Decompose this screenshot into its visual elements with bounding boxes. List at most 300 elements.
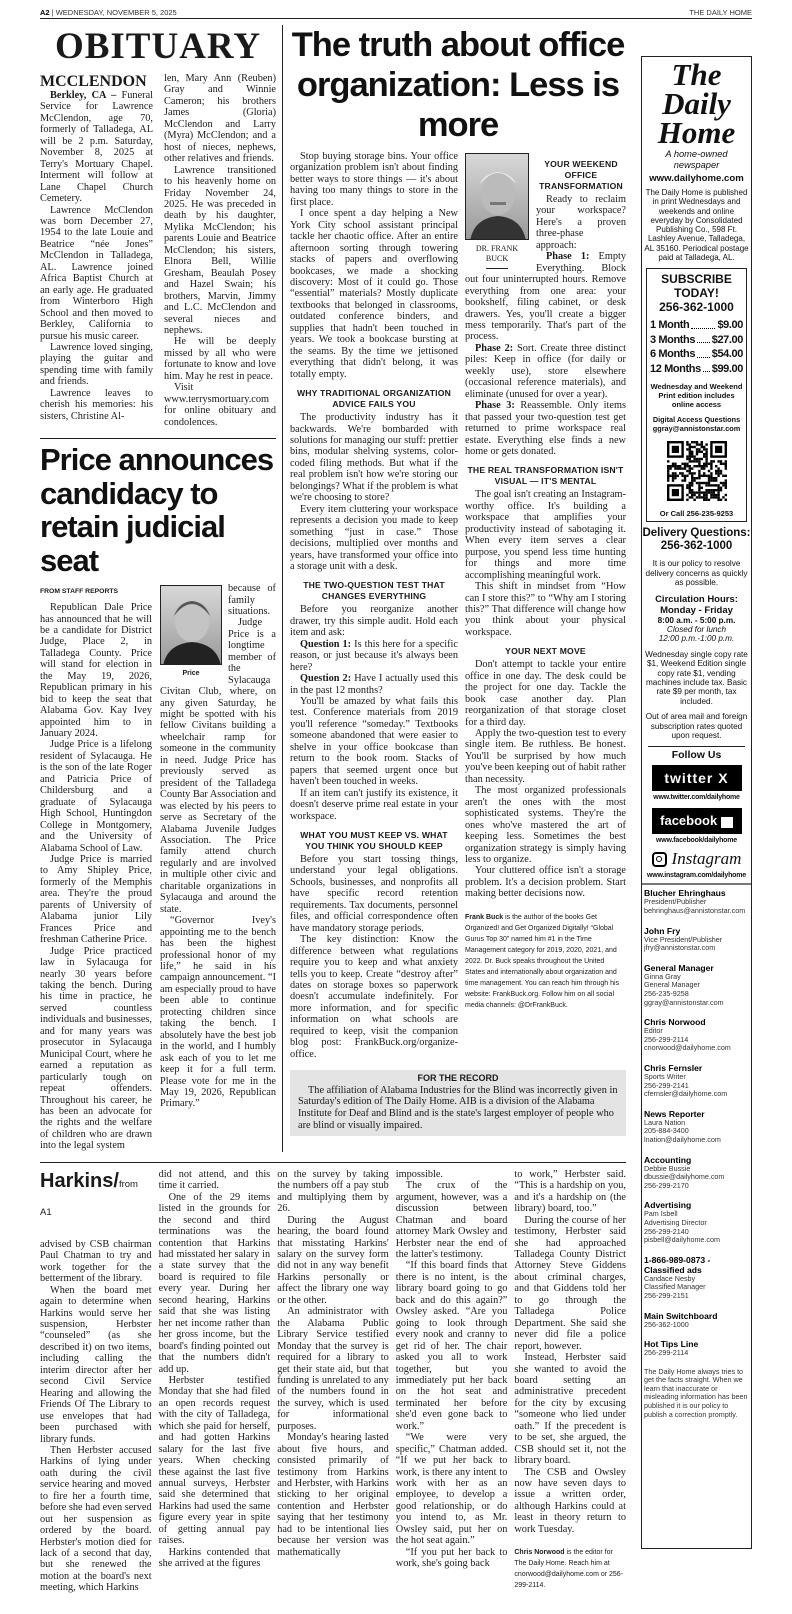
qr-module: [674, 475, 676, 477]
qr-module: [683, 463, 685, 465]
qr-module: [691, 497, 693, 499]
qr-module: [698, 492, 700, 494]
qr-module: [717, 475, 719, 477]
qr-module: [703, 475, 705, 477]
harkins-column-2: [159, 1169, 271, 1594]
qr-module: [724, 485, 726, 487]
staff-detail: Advertising Director: [644, 1217, 707, 1227]
qr-module: [710, 489, 712, 491]
staff-detail: ggray@annistonstar.com: [644, 997, 724, 1007]
jump-reference: from A1: [40, 1178, 138, 1218]
obituary-column-1: [40, 73, 153, 428]
qr-module: [724, 468, 726, 470]
qr-module: [712, 497, 714, 499]
qr-module: [667, 470, 669, 472]
twitter-logo-icon[interactable]: twitter X: [652, 765, 742, 791]
qr-module: [724, 465, 726, 467]
staff-name: Blucher Ehringhaus: [644, 888, 726, 899]
qr-module: [710, 475, 712, 477]
paragraph: Question 2: Have I actually used this in the past 12 months?: [290, 673, 458, 696]
qr-module: [691, 461, 693, 463]
paragraph: impossible.: [395, 1168, 443, 1180]
qr-module: [707, 485, 709, 487]
paragraph: When the board met again to determine when Harkins would serve her suspension, Herbster “counseled” (as she described it) on two items, including calling the interim director after her second Civil Service Hearing and allowing the Friends Of The Library to use envelopes that had been purchased with library funds.: [40, 1284, 152, 1445]
qr-module: [688, 482, 690, 484]
qr-finder: [671, 446, 678, 453]
qr-module: [688, 473, 690, 475]
facebook-url[interactable]: www.facebook/dailyhome: [656, 837, 737, 845]
rate-term: 1 Month: [650, 319, 690, 332]
qr-module: [698, 475, 700, 477]
paragraph: Before you start tossing things, understand your legal obligations. Schools, businesses, and nonprofits all have specific record retention requirements. Tax documents, personnel files, and official correspondence often have mandatory storage periods.: [290, 854, 458, 934]
rate-dots: [691, 318, 715, 329]
qr-module: [703, 453, 705, 455]
left-column: [40, 25, 282, 1152]
paragraph: on the survey by taking the numbers off a pay stub and multiplying them by 26.: [277, 1168, 389, 1215]
harkins-column-1-text: [40, 1239, 152, 1594]
qr-module: [724, 480, 726, 482]
qr-module: [667, 461, 669, 463]
qr-module: [715, 470, 717, 472]
qr-module: [686, 475, 688, 477]
qr-module: [691, 446, 693, 448]
staff-name: Accounting: [644, 1154, 692, 1165]
paragraph: The goal isn't creating an Instagram-worthy office. It's building a workspace that amplifies your productivity instead of sabotaging it. When every item serves a clear purpose, you spend less time hunting for things and more time accomplishing meaningful work.: [465, 489, 626, 581]
paragraph: Apply the two-question test to every single item. Be ruthless. Be honest. You'll be surprised by how much you've been keeping out of habit rather than necessity.: [465, 728, 626, 785]
qr-module: [717, 492, 719, 494]
qr-module: [695, 497, 697, 499]
qr-module: [671, 477, 673, 479]
twitter-url[interactable]: www.twitter.com/dailyhome: [653, 794, 740, 802]
qr-module: [710, 477, 712, 479]
paragraph: During the course of her testimony, Herbster said she had approached Talladega County District Attorney Steve Giddens about criminal charges, and that Giddens told her to go through the Talladega Police Department. She said she never did file a police report, however.: [514, 1214, 626, 1352]
qr-module: [688, 449, 690, 451]
qr-module: [700, 497, 702, 499]
qr-module: [691, 489, 693, 491]
qr-module: [715, 485, 717, 487]
staff-entry: [644, 1155, 749, 1191]
qr-module: [722, 475, 724, 477]
lunch-hours: 12:00 p.m.-1:00 p.m.: [658, 634, 735, 644]
qr-module: [695, 441, 697, 443]
qr-finder: [715, 446, 722, 453]
qr-module: [717, 461, 719, 463]
paragraph: Berkley, CA – Funeral Service for Lawrence McClendon, age 70, formerly of Talladega, AL will be 2 p.m. Saturday, November 8, 2025 at Terry's Mortuary Chapel. Interment will follow at Lane Chapel Church Cemetery.: [40, 90, 154, 205]
qr-module: [686, 470, 688, 472]
obituary-column-2: [164, 73, 276, 428]
qr-module: [688, 487, 690, 489]
qr-module: [693, 473, 695, 475]
qr-module: [686, 444, 688, 446]
qr-module: [691, 492, 693, 494]
staff-name: Chris Norwood: [644, 1017, 706, 1028]
qr-module: [724, 463, 726, 465]
paragraph: Phase 1: Empty Everything. Block out four uninterrupted hours. Remove everything from one area: your bookshelf, filing cabinet, or desk drawers. Yes, you'll create a bigger mess temporarily. That's part of the process.: [465, 251, 626, 343]
qr-module: [691, 480, 693, 482]
qr-module: [700, 465, 702, 467]
qr-module: [683, 480, 685, 482]
price-article-byline: FROM STAFF REPORTS: [40, 588, 119, 596]
qr-module: [717, 494, 719, 496]
paragraph: Lawrence leaves to cherish his memories: his sisters, Christine Al-: [40, 387, 153, 422]
rate-price: $99.00: [711, 362, 743, 375]
qr-module: [724, 461, 726, 463]
qr-module: [674, 465, 676, 467]
qr-module: [719, 470, 721, 472]
news-area: [40, 25, 626, 1594]
obituary-column-1-text: [40, 90, 153, 422]
qr-module: [667, 475, 669, 477]
staff-entry: [644, 1200, 749, 1244]
qr-module: [693, 456, 695, 458]
qr-module: [669, 468, 671, 470]
rate-price: $9.00: [717, 319, 743, 332]
paragraph: Visit www.terrysmortuary.com for online obituary and condolences.: [164, 382, 276, 428]
staff-entry: [644, 963, 749, 1007]
staff-detail: cnorwood@dailyhome.com: [644, 1043, 731, 1053]
qr-module: [707, 463, 709, 465]
digital-access-phone[interactable]: Or Call 256-235-9253: [659, 509, 734, 519]
circulation-time: 8:00 a.m. - 5:00 p.m.: [657, 615, 736, 625]
website-link[interactable]: www.dailyhome.com: [649, 173, 744, 184]
lunch-label: Closed for lunch: [666, 625, 727, 634]
staff-directory: [642, 883, 751, 1357]
rate-dots: [697, 333, 710, 344]
qr-module: [688, 465, 690, 467]
page-folio: A2 | WEDNESDAY, NOVEMBER 5, 2025: [40, 8, 177, 17]
staff-detail: Candace Nesby: [644, 1273, 696, 1283]
qr-module: [703, 463, 705, 465]
qr-module: [691, 485, 693, 487]
qr-module: [698, 473, 700, 475]
qr-module: [693, 494, 695, 496]
qr-module: [722, 463, 724, 465]
paragraph: “Governor Ivey's appointing me to the bench has been the highest professional honor of my life,” he said in his campaign announcement. “I am especially proud to have been able to continue protecting children since taking the bench. I absolutely have the best job in the world, and I humbly ask each of you to let me keep it for a full term. Please vote for me in the May 19, 2026, Republican Primary.”: [160, 915, 276, 1110]
qr-module: [719, 489, 721, 491]
subscribe-phone[interactable]: 256-362-1000: [659, 300, 734, 315]
qr-module: [717, 497, 719, 499]
thumbs-up-icon: [721, 817, 733, 828]
qr-module: [698, 465, 700, 467]
qr-module: [703, 465, 705, 467]
qr-module: [705, 456, 707, 458]
qr-module: [671, 473, 673, 475]
qr-module: [717, 473, 719, 475]
office-article-column-2: [465, 151, 626, 1060]
staff-entry: [644, 1339, 749, 1358]
qr-module: [707, 470, 709, 472]
paragraph: He will be deeply missed by all who were fortunate to know and love him. May he rest in peace.: [164, 336, 276, 382]
qr-module: [703, 446, 705, 448]
paragraph: Question 1: Is this here for a specific reason, or just because it's always been here?: [290, 638, 458, 673]
staff-detail: jfry@annistonstar.com: [644, 943, 716, 953]
qr-module: [705, 458, 707, 460]
harkins-title: Harkins/: [40, 1169, 119, 1192]
facebook-logo-icon[interactable]: [652, 808, 742, 834]
qr-module: [695, 461, 697, 463]
qr-module: [710, 494, 712, 496]
staff-detail: 205-884-3400: [644, 1126, 689, 1136]
qr-module: [710, 485, 712, 487]
qr-module: [688, 453, 690, 455]
masthead-line: Daily: [662, 86, 731, 121]
qr-module: [700, 492, 702, 494]
paragraph: did not attend, and this time it carried.: [158, 1168, 271, 1192]
masthead-line: Home: [657, 115, 736, 150]
qr-module: [693, 465, 695, 467]
qr-module: [705, 463, 707, 465]
qr-module: [717, 468, 719, 470]
obituary-name: MCCLENDON: [40, 73, 147, 90]
qr-module: [703, 482, 705, 484]
lead-in: Berkley, CA –: [50, 90, 117, 101]
paragraph: One of the 29 items listed in the grounds for the second and third terminations was the contention that Harkins had misstated her salary in a state survey that the board is required to file every year. During her second hearing, Harkins said that she was listing her net income rather than her gross income, but the board's finding pointed out that the numbers didn't add up.: [158, 1191, 271, 1375]
rate-dots: [697, 347, 710, 358]
qr-finder: [671, 489, 678, 496]
instagram-logo-text: Instagram: [671, 849, 742, 869]
office-article-column-1: [290, 151, 458, 1060]
qr-module: [686, 487, 688, 489]
qr-code-icon[interactable]: [667, 441, 727, 501]
price-article-column-1-text: [40, 602, 152, 1152]
paragraph: Your cluttered office isn't a storage problem. It's a decision problem. Start making better decisions now.: [465, 865, 626, 900]
qr-module: [691, 451, 693, 453]
qr-module: [688, 446, 690, 448]
harkins-column-3: [277, 1169, 389, 1594]
qr-module: [712, 492, 714, 494]
paragraph: Judge Price is married to Amy Shipley Price, formerly of the Memphis area. They're the proud parents of University of Alabama junior Lily Frances Price and freshman Catherine Price.: [40, 854, 152, 946]
qr-module: [703, 497, 705, 499]
obituary-section-title: OBITUARY: [54, 26, 262, 67]
qr-module: [688, 485, 690, 487]
qr-module: [693, 492, 695, 494]
paragraph: Judge Price practiced law in Sylacauga for nearly 30 years before taking the bench. During his time in practice, he served countless individuals and businesses, and for many years was prosecutor in Sylacauga Municipal Court, where he earned a reputation as particularly tough on repeat offenders. Throughout his career, he has been an advocate for the rights and the welfare of children who are drawn into the legal system: [40, 945, 152, 1152]
qr-module: [688, 458, 690, 460]
qr-module: [683, 468, 685, 470]
qr-module: [705, 453, 707, 455]
price-article-headline: Price announces candidacy to retain judicial seat: [40, 442, 274, 578]
qr-module: [681, 463, 683, 465]
qr-module: [671, 465, 673, 467]
staff-name: Chris Fernsler: [644, 1063, 703, 1073]
qr-module: [705, 492, 707, 494]
paragraph: Don't attempt to tackle your entire office in one day. The desk could be the project for one day. Tackle the book case another day. Plan reorganization of that storage closet for a third day.: [465, 659, 626, 728]
author-bio: Chris Norwood is the editor for The Daily Home. Reach him at cnorwood@dailyhome.com or 256-299-2114.: [514, 1549, 624, 1590]
instagram-url[interactable]: www.instagram.com/dailyhome: [647, 872, 746, 880]
paragraph: You'll be amazed by what fails this test. Conference materials from 2019 you'll reference “someday.” Textbooks someone abandoned that were easier to shelve in your office bookcase than return to the book room. Stacks of papers that seemed urgent once but haven't been touched in weeks.: [290, 696, 458, 788]
qr-module: [703, 449, 705, 451]
paragraph: Stop buying storage bins. Your office organization problem isn't about finding better ways to store things — it's about having too many things to store in the first place.: [290, 151, 458, 208]
subhead: THE REAL TRANSFORMATION ISN'T VISUAL — IT'S MENTAL: [467, 465, 624, 487]
qr-module: [686, 449, 688, 451]
staff-name: John Fry: [644, 925, 681, 936]
staff-detail: Pam Isbell: [644, 1209, 678, 1219]
paragraph: Monday's hearing lasted about five hours, and consisted primarily of testimony from Harkins and Herbster, with Harkins sticking to her original contention and Herbster saying that her testimony had to be intentional lies because her version was mathematically: [277, 1432, 389, 1558]
qr-module: [693, 458, 695, 460]
qr-module: [724, 482, 726, 484]
qr-module: [688, 497, 690, 499]
staff-detail: pisbell@dailyhome.com: [644, 1235, 721, 1245]
qr-module: [707, 489, 709, 491]
paragraph: I once spent a day helping a New York City school assistant principal tackle her chaotic office. After an entire afternoon sorting through towering stacks of papers and overflowing bookcases, we made a shocking discovery: Most of it could go. Those “essential” materials? Mostly duplicate textbooks that belonged in classrooms, outdated conference binders, and supplies that hadn't been touched in years. We took a bookcase bursting at the seams. By the time we jettisoned everything that didn't belong, it was totally empty.: [290, 208, 458, 380]
harkins-headline: [40, 1169, 152, 1225]
staff-detail: Sports Writer: [644, 1072, 686, 1081]
qr-module: [686, 499, 688, 501]
price-photo-block: [160, 585, 222, 678]
rate-price: $27.00: [711, 333, 743, 346]
rate-term: 3 Months: [650, 333, 696, 346]
qr-module: [715, 465, 717, 467]
qr-module: [695, 449, 697, 451]
staff-name: News Reporter: [644, 1108, 705, 1119]
digital-access-email[interactable]: ggray@annistonstar.com: [652, 424, 741, 434]
qr-module: [719, 461, 721, 463]
instagram-logo[interactable]: [642, 849, 751, 869]
qr-module: [700, 444, 702, 446]
qr-module: [710, 480, 712, 482]
qr-module: [698, 449, 700, 451]
subscription-rates: [649, 318, 744, 376]
page-body: [40, 25, 752, 1594]
paragraph: The crux of the argument, however, was a discussion between Chatman and board attorney Mark Owsley and Herbster near the end of the latter's testimony.: [395, 1180, 508, 1260]
qr-module: [691, 453, 693, 455]
qr-module: [698, 497, 700, 499]
qr-module: [686, 456, 688, 458]
qr-module: [688, 461, 690, 463]
subhead: THE TWO-QUESTION TEST THAT CHANGES EVERYTHING: [303, 580, 445, 602]
qr-module: [669, 465, 671, 467]
rate-term: 12 Months: [650, 362, 701, 375]
qr-module: [712, 477, 714, 479]
qr-module: [705, 499, 707, 501]
qr-module: [667, 477, 669, 479]
subscribe-box: [646, 268, 747, 522]
paragraph: An administrator with the Alabama Public Library Service testified Monday that the survey is required for a library to get their state aid, but that funding is unrelated to any of the numbers found in the survey, which is used for informational purposes.: [277, 1306, 389, 1432]
staff-detail: Classified Manager: [644, 1282, 706, 1292]
qr-module: [695, 451, 697, 453]
paragraph: because of family situations.: [228, 583, 276, 617]
qr-module: [688, 470, 690, 472]
obituary-body: [40, 73, 276, 428]
qr-module: [700, 451, 702, 453]
qr-module: [712, 461, 714, 463]
paragraph: Lawrence loved singing, playing the guitar and spending time with family and friends.: [40, 341, 153, 388]
digital-access-title: Digital Access Questions: [652, 415, 741, 425]
staff-detail: Editor: [644, 1026, 663, 1036]
qr-module: [691, 482, 693, 484]
rate-dots: [703, 362, 710, 373]
qr-module: [688, 468, 690, 470]
qr-module: [676, 475, 678, 477]
qr-module: [717, 470, 719, 472]
staff-entry: [644, 926, 749, 953]
qr-module: [722, 497, 724, 499]
qr-module: [715, 480, 717, 482]
qr-module: [686, 465, 688, 467]
qr-module: [693, 480, 695, 482]
staff-detail: President/Publisher: [644, 897, 707, 907]
staff-detail: lnation@dailyhome.com: [644, 1134, 721, 1144]
subhead: WHY TRADITIONAL ORGANIZATION ADVICE FAILS YOU: [296, 388, 452, 410]
qr-module: [686, 463, 688, 465]
out-of-area-rates: Out of area mail and foreign subscription rates quoted upon request.: [645, 712, 748, 741]
page-header: [40, 8, 752, 18]
staff-detail: Debbie Bussie: [644, 1163, 691, 1173]
qr-module: [691, 441, 693, 443]
qr-module: [698, 485, 700, 487]
qr-module: [705, 465, 707, 467]
qr-module: [698, 482, 700, 484]
masthead-sidebar: [641, 56, 752, 1549]
qr-module: [705, 461, 707, 463]
qr-module: [703, 473, 705, 475]
right-column: [282, 25, 626, 1152]
circulation-hours: [642, 594, 751, 644]
qr-module: [667, 473, 669, 475]
paragraph: Then Herbster accused Harkins of lying under oath during the civil service hearing and moved to fire her a fourth time, before she had even served out her suspension as ordered by the board. Herbster's motion died for lack of a second that day, but she renewed the motion at the board's next meeting, which Harkins: [40, 1444, 152, 1594]
qr-module: [707, 475, 709, 477]
qr-module: [693, 477, 695, 479]
price-photo: [160, 585, 222, 665]
qr-module: [719, 473, 721, 475]
paragraph: Lawrence transitioned to his heavenly home on Friday November 24, 2025. He was preceded in death by his daughter, Mylika McClendon; his parents Louie and Beatrice McClendon; his sisters, Elnora Bell, Willie Gresham, Beaulah Posey and Hazel Swain; his brothers, Marvin, Jimmy and L.C. McClendon and several nieces and nephews.: [164, 164, 276, 336]
paragraph: Herbster testified Monday that she had filed an open records request with the city of Talladega, which she paid for herself, and had gotten Harkins salary for the last five years. When checking these against the last five annual surveys, Herbster said she determined that Harkins had used the same figure every year in spite of getting annual pay raises.: [158, 1374, 271, 1547]
qr-module: [698, 451, 700, 453]
masthead-logo: [642, 57, 751, 150]
qr-module: [712, 480, 714, 482]
instagram-camera-icon: [652, 852, 667, 867]
qr-module: [707, 482, 709, 484]
qr-module: [695, 465, 697, 467]
qr-module: [705, 482, 707, 484]
delivery-phone[interactable]: 256-362-1000: [660, 540, 733, 553]
qr-module: [705, 494, 707, 496]
qr-module: [700, 441, 702, 443]
paragraph: If an item can't justify its existence, it doesn't deserve prime real estate in your workspace.: [290, 787, 458, 822]
qr-module: [691, 494, 693, 496]
circulation-title: Circulation Hours:: [655, 593, 738, 605]
staff-entry: [644, 888, 749, 915]
qr-module: [715, 477, 717, 479]
qr-module: [698, 487, 700, 489]
qr-module: [705, 475, 707, 477]
lead-in: Phase 2:: [475, 342, 514, 354]
qr-module: [667, 465, 669, 467]
qr-module: [700, 475, 702, 477]
paragraph: This shift in mindset from “How can I store this?” to “Why am I storing this?” That difference will change how you think about your physical workspace.: [465, 581, 626, 638]
section-rule: [40, 438, 276, 439]
qr-module: [667, 468, 669, 470]
subscription-note: Wednesday and Weekend Print edition includes online access: [650, 382, 743, 410]
qr-module: [707, 499, 709, 501]
subhead: YOUR NEXT MOVE: [505, 646, 586, 657]
qr-module: [698, 477, 700, 479]
paragraph: Phase 3: Reassemble. Only items that passed your two-question test get returned to prime workspace real estate. Everything else finds a new home or gets donated.: [465, 400, 626, 457]
subscribe-title: TODAY!: [674, 286, 719, 301]
qr-module: [707, 477, 709, 479]
lead-in: Phase 3:: [475, 400, 515, 412]
paragraph: len, Mary Ann (Reuben) Gray and Winnie Cameron; his brothers James (Gloria) McClendon and Larry (Myra) McClendon; and a host of nieces, nephews, other relatives and friends.: [164, 73, 276, 165]
staff-detail: 256-299-2141: [644, 1080, 689, 1090]
qr-module: [681, 475, 683, 477]
qr-module: [683, 477, 685, 479]
single-copy-rates: Wednesday single copy rate $1, Weekend Edition single copy rate $1, vending machines include tax. Basic rate $9 per month, tax included.: [645, 649, 748, 706]
caption-rule: [486, 268, 508, 269]
qr-module: [686, 441, 688, 443]
office-article-column-2-text: [465, 159, 626, 1011]
page-number: A2: [40, 8, 50, 17]
paragraph: The most organized professionals aren't the ones with the most sophisticated systems. They're the ones who've mastered the art of keeping less. Sometimes the best organization strategy is simply having less to organize.: [465, 785, 626, 866]
